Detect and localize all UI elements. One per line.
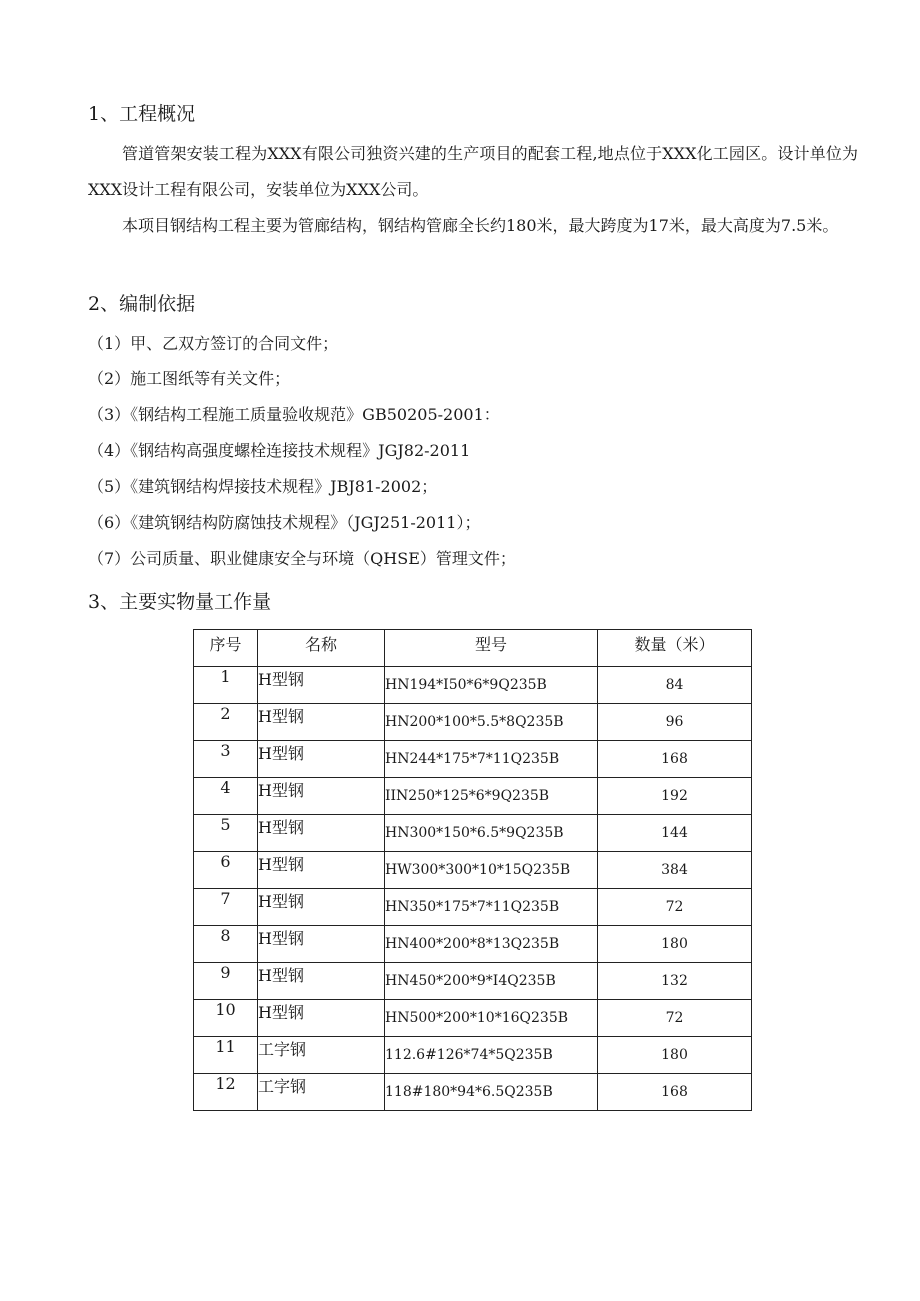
header-no: 序号: [194, 630, 258, 667]
table-row: [194, 963, 752, 1000]
section1-paragraph-2: 本项目钢结构工程主要为管廊结构，钢结构管廊全长约180米，最大跨度为17米，最大高度为7.5米。: [122, 216, 839, 235]
basis-item: （7）公司质量、职业健康安全与环境（QHSE）管理文件；: [88, 549, 516, 568]
table-row: [194, 667, 752, 704]
table-row: [194, 1074, 752, 1111]
cell-model: HN300*150*6.5*9Q235B: [385, 815, 598, 852]
cell-quantity: 72: [598, 889, 752, 926]
table-row: [194, 852, 752, 889]
header-model: 型号: [385, 630, 598, 667]
table-row: [194, 1037, 752, 1074]
section3-heading: 3、主要实物量工作量: [88, 591, 272, 613]
basis-item: （3）《钢结构工程施工质量验收规范》GB50205-2001：: [88, 405, 500, 424]
cell-quantity: 144: [598, 815, 752, 852]
cell-no: 7: [194, 889, 258, 926]
cell-model: 118#180*94*6.5Q235B: [385, 1074, 598, 1111]
table-row: [194, 704, 752, 741]
cell-model: HN450*200*9*I4Q235B: [385, 963, 598, 1000]
table-row: [194, 926, 752, 963]
cell-name: H型钢: [258, 963, 385, 1000]
table-row: [194, 778, 752, 815]
cell-quantity: 192: [598, 778, 752, 815]
cell-no: 11: [194, 1037, 258, 1074]
header-quantity: 数量（米）: [598, 630, 752, 667]
cell-no: 10: [194, 1000, 258, 1037]
cell-quantity: 168: [598, 1074, 752, 1111]
cell-name: H型钢: [258, 778, 385, 815]
cell-no: 4: [194, 778, 258, 815]
cell-name: H型钢: [258, 741, 385, 778]
cell-no: 5: [194, 815, 258, 852]
cell-name: H型钢: [258, 815, 385, 852]
cell-model: IIN250*125*6*9Q235B: [385, 778, 598, 815]
cell-model: HN244*175*7*11Q235B: [385, 741, 598, 778]
cell-name: 工字钢: [258, 1037, 385, 1074]
section1-heading: 1、工程概况: [88, 103, 196, 125]
cell-name: H型钢: [258, 926, 385, 963]
basis-item: （5）《建筑钢结构焊接技术规程》JBJ81-2002；: [88, 477, 438, 496]
basis-item: （6）《建筑钢结构防腐蚀技术规程》（JGJ251-2011）；: [88, 513, 481, 532]
cell-quantity: 168: [598, 741, 752, 778]
cell-name: H型钢: [258, 704, 385, 741]
cell-no: 9: [194, 963, 258, 1000]
table-header-row: [194, 630, 752, 667]
cell-quantity: 180: [598, 1037, 752, 1074]
cell-no: 6: [194, 852, 258, 889]
cell-quantity: 384: [598, 852, 752, 889]
cell-model: 112.6#126*74*5Q235B: [385, 1037, 598, 1074]
cell-model: HN400*200*8*13Q235B: [385, 926, 598, 963]
section2-heading: 2、编制依据: [88, 293, 196, 315]
cell-model: HW300*300*10*15Q235B: [385, 852, 598, 889]
basis-item: （2）施工图纸等有关文件；: [88, 369, 291, 388]
cell-quantity: 132: [598, 963, 752, 1000]
cell-no: 12: [194, 1074, 258, 1111]
cell-name: H型钢: [258, 1000, 385, 1037]
basis-item: （1）甲、乙双方签订的合同文件；: [88, 334, 339, 353]
cell-quantity: 96: [598, 704, 752, 741]
cell-quantity: 72: [598, 1000, 752, 1037]
cell-no: 1: [194, 667, 258, 704]
cell-no: 2: [194, 704, 258, 741]
cell-name: 工字钢: [258, 1074, 385, 1111]
table-row: [194, 815, 752, 852]
header-name: 名称: [258, 630, 385, 667]
cell-model: HN350*175*7*11Q235B: [385, 889, 598, 926]
cell-no: 3: [194, 741, 258, 778]
cell-name: H型钢: [258, 889, 385, 926]
cell-name: H型钢: [258, 852, 385, 889]
section1-paragraph-1: 管道管架安装工程为XXX有限公司独资兴建的生产项目的配套工程,地点位于XXX化工园区。设计单位为XXX设计工程有限公司，安装单位为XXX公司。: [88, 144, 858, 199]
table-row: [194, 889, 752, 926]
cell-model: HN200*100*5.5*8Q235B: [385, 704, 598, 741]
basis-item: （4）《钢结构高强度螺栓连接技术规程》JGJ82-2011: [88, 441, 471, 460]
cell-quantity: 180: [598, 926, 752, 963]
table-row: [194, 1000, 752, 1037]
cell-name: H型钢: [258, 667, 385, 704]
cell-quantity: 84: [598, 667, 752, 704]
table-row: [194, 741, 752, 778]
cell-model: HN500*200*10*16Q235B: [385, 1000, 598, 1037]
cell-no: 8: [194, 926, 258, 963]
cell-model: HN194*I50*6*9Q235B: [385, 667, 598, 704]
quantity-table: [193, 629, 752, 1111]
